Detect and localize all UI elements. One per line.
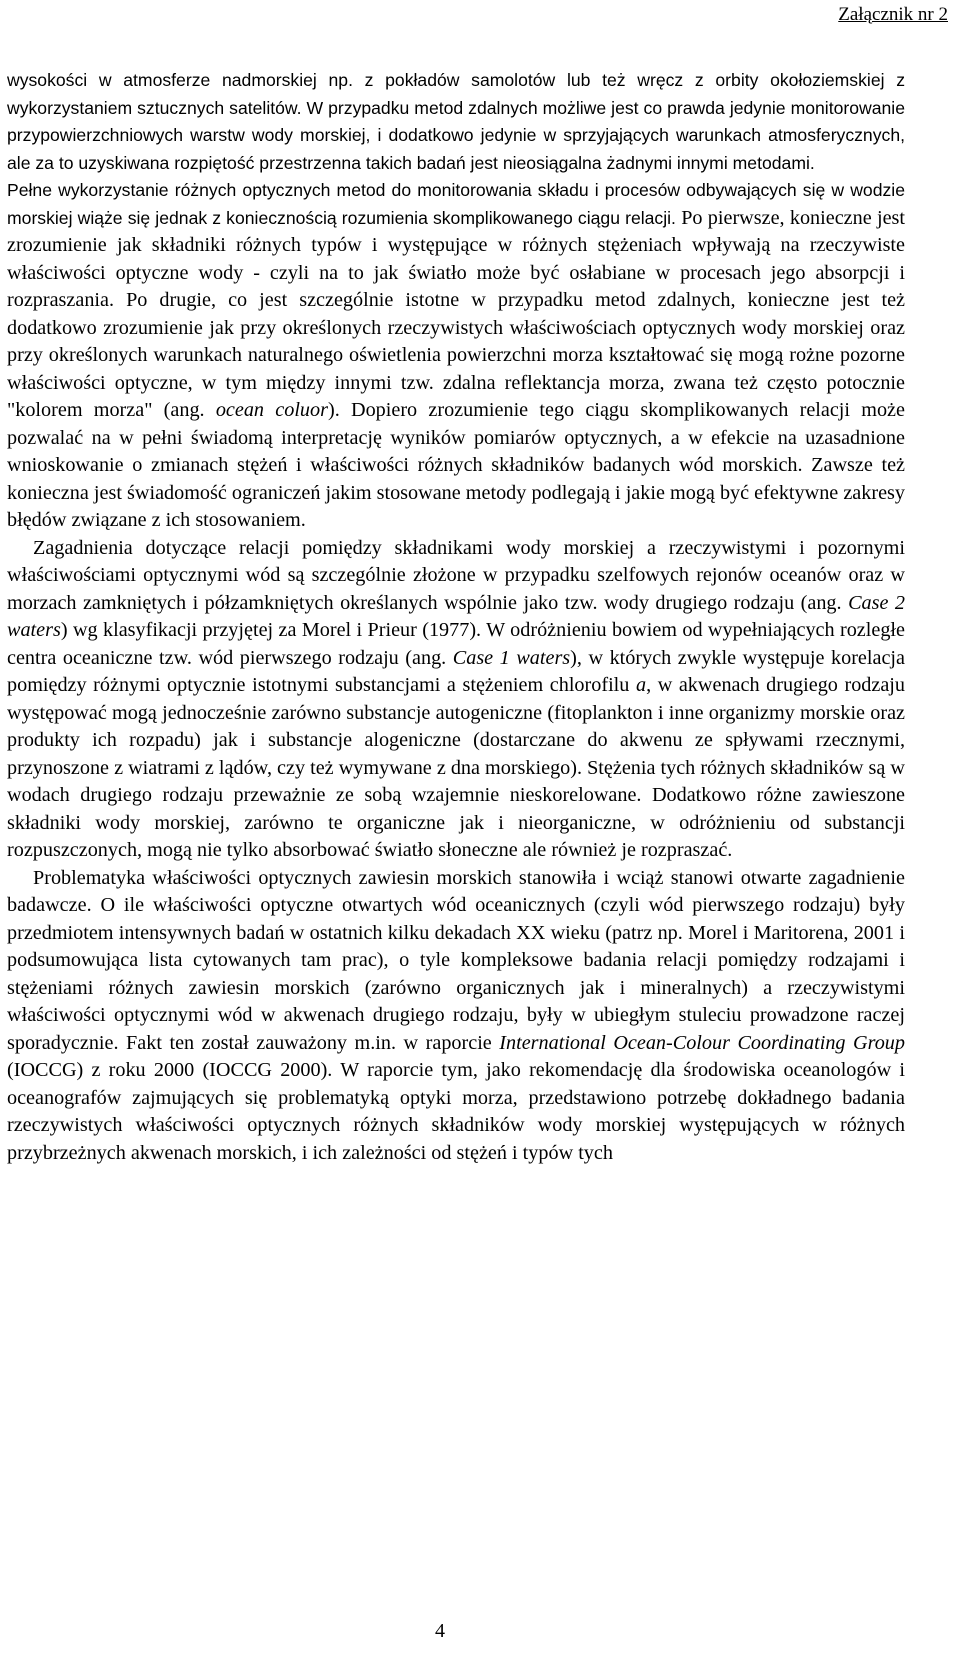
italic-term: International Ocean-Colour Coordinating Group <box>499 1031 905 1054</box>
paragraph-text-sans: Pełne wykorzystanie różnych optycznych metod do monitorowania składu i procesów odbywających się w wodzie morskiej wiąże się jednak z koniecznością rozumienia skomplikowanego ciągu relacji. <box>7 180 905 228</box>
paragraph-text: (IOCCG) z roku 2000 (IOCCG 2000). W raporcie tym, jako rekomendację dla środowiska oceanologów i oceanografów zajmujących się problematyką optyki morza, przedstawiono potrzebę dokładnego badania rzeczywistych właściwości optycznych różnych składników wody morskiej występujących w różnych przybrzeżnych akwenach morskich, i ich zależności od stężeń i typów tych <box>7 1059 905 1164</box>
paragraph-text: ). Dopiero zrozumienie tego ciągu skomplikowanych relacji może pozwalać na w pełni świadomą interpretację wyników pomiarów optycznych, a w efekcie na uzasadnione wnioskowanie o zmianach stężeń i właściwości różnych składników badanych wód morskich. Zawsze też konieczna jest świadomość ograniczeń jakim stosowane metody podlegają i jakie mogą być efektywne zakresy błędów związane z ich stosowaniem. <box>7 399 905 531</box>
paragraph-text: Zagadnienia dotyczące relacji pomiędzy składnikami wody morskiej a rzeczywistymi i pozornymi właściwościami optycznymi wód są szczególnie złożone w przypadku szelfowych rejonów oceanów oraz w morzach zamkniętych i półzamkniętych określanych wspólnie jako tzw. wody drugiego rodzaju (ang. <box>7 536 905 614</box>
paragraph-text: ), w których zwykle występuje korelacja pomiędzy różnymi optycznie istotnymi substancjami a stężeniem chlorofilu <box>7 646 905 696</box>
page-number: 4 <box>435 1620 445 1642</box>
paragraph-suspensions <box>7 865 905 1168</box>
paragraph-text: ) wg klasyfikacji przyjętej za Morel i Prieur (1977). W odróżnieniu bowiem od wypełniających rozległe centra oceaniczne tzw. wód pierwszego rodzaju (ang. <box>7 619 905 669</box>
paragraph-text: Po pierwsze, konieczne jest zrozumienie jak składniki różnych typów i występujące w różnych stężeniach wpływają na rzeczywiste właściwości optyczne wody - czyli na to jak światło może być osłabiane w procesach jego absorpcji i rozpraszania. Po drugie, co jest szczególnie istotne w przypadku metod zdalnych, konieczne jest też dodatkowo zrozumienie jak przy określonych rzeczywistych właściwościach optycznych wody morskiej oraz przy określonych warunkach naturalnego oświetlenia powierzchni morza kształtować się mogą rożne pozorne właściwości optyczne, w tym między innymi tzw. zdalna reflektancja morza, zwana też często potocznie "kolorem morza" (ang. <box>7 206 905 421</box>
paragraph-intro-continued <box>7 67 905 177</box>
italic-term: Case 2 waters <box>7 591 906 641</box>
italic-term: Case 1 waters <box>452 646 571 669</box>
italic-term: a <box>635 674 647 696</box>
attachment-label: Załącznik nr 2 <box>838 4 948 25</box>
paragraph-text: , w akwenach drugiego rodzaju występować mogą jednocześnie zarówno substancje autogeniczne (fitoplankton i inne organizmy morskie oraz produkty ich rozpadu) jak i substancje alogeniczne (dostarczane do akwenu ze spływami rzecznymi, przynoszone z wiatrami z lądów, czy też wymywane z dna morskiego). Stężenia tych różnych składników są w wodach drugiego rodzaju przeważnie ze sobą wzajemnie nieskorelowane. Dodatkowo różne zawieszone składniki wody morskiej, zarówno te organiczne jak i nieorganiczne, w odróżnieniu od substancji rozpuszczonych, mogą nie tylko absorbować światło słoneczne ale również je rozpraszać. <box>7 674 906 861</box>
italic-term: ocean coluor <box>215 399 328 421</box>
document-body <box>7 67 905 1167</box>
paragraph-case-2-waters <box>7 535 905 865</box>
paragraph-optical-methods <box>7 177 905 535</box>
paragraph-text: wysokości w atmosferze nadmorskiej np. z pokładów samolotów lub też wręcz z orbity okołoziemskiej z wykorzystaniem sztucznych satelitów. W przypadku metod zdalnych możliwe jest co prawda jedynie monitorowanie przypowierzchniowych warstw wody morskiej, i dodatkowo jedynie w sprzyjających warunkach atmosferycznych, ale za to uzyskiwana rozpiętość przestrzenna takich badań jest nieosiągalna żadnymi innymi metodami. <box>7 70 905 173</box>
paragraph-text: Problematyka właściwości optycznych zawiesin morskich stanowiła i wciąż stanowi otwarte zagadnienie badawcze. O ile właściwości optyczne otwartych wód oceanicznych (czyli wód pierwszego rodzaju) były przedmiotem intensywnych badań w ostatnich kilku dekadach XX wieku (patrz np. Morel i Maritorena, 2001 i podsumowująca lista cytowanych tam prac), o tyle kompleksowe badania relacji pomiędzy rodzajami i stężeniami różnych zawiesin morskich (zarówno organicznych jak i mineralnych) a rzeczywistymi właściwości optycznymi wód w akwenach drugiego rodzaju, były w ubiegłym stuleciu prowadzone raczej sporadycznie. Fakt ten został zauważony m.in. w raporcie <box>7 866 905 1054</box>
